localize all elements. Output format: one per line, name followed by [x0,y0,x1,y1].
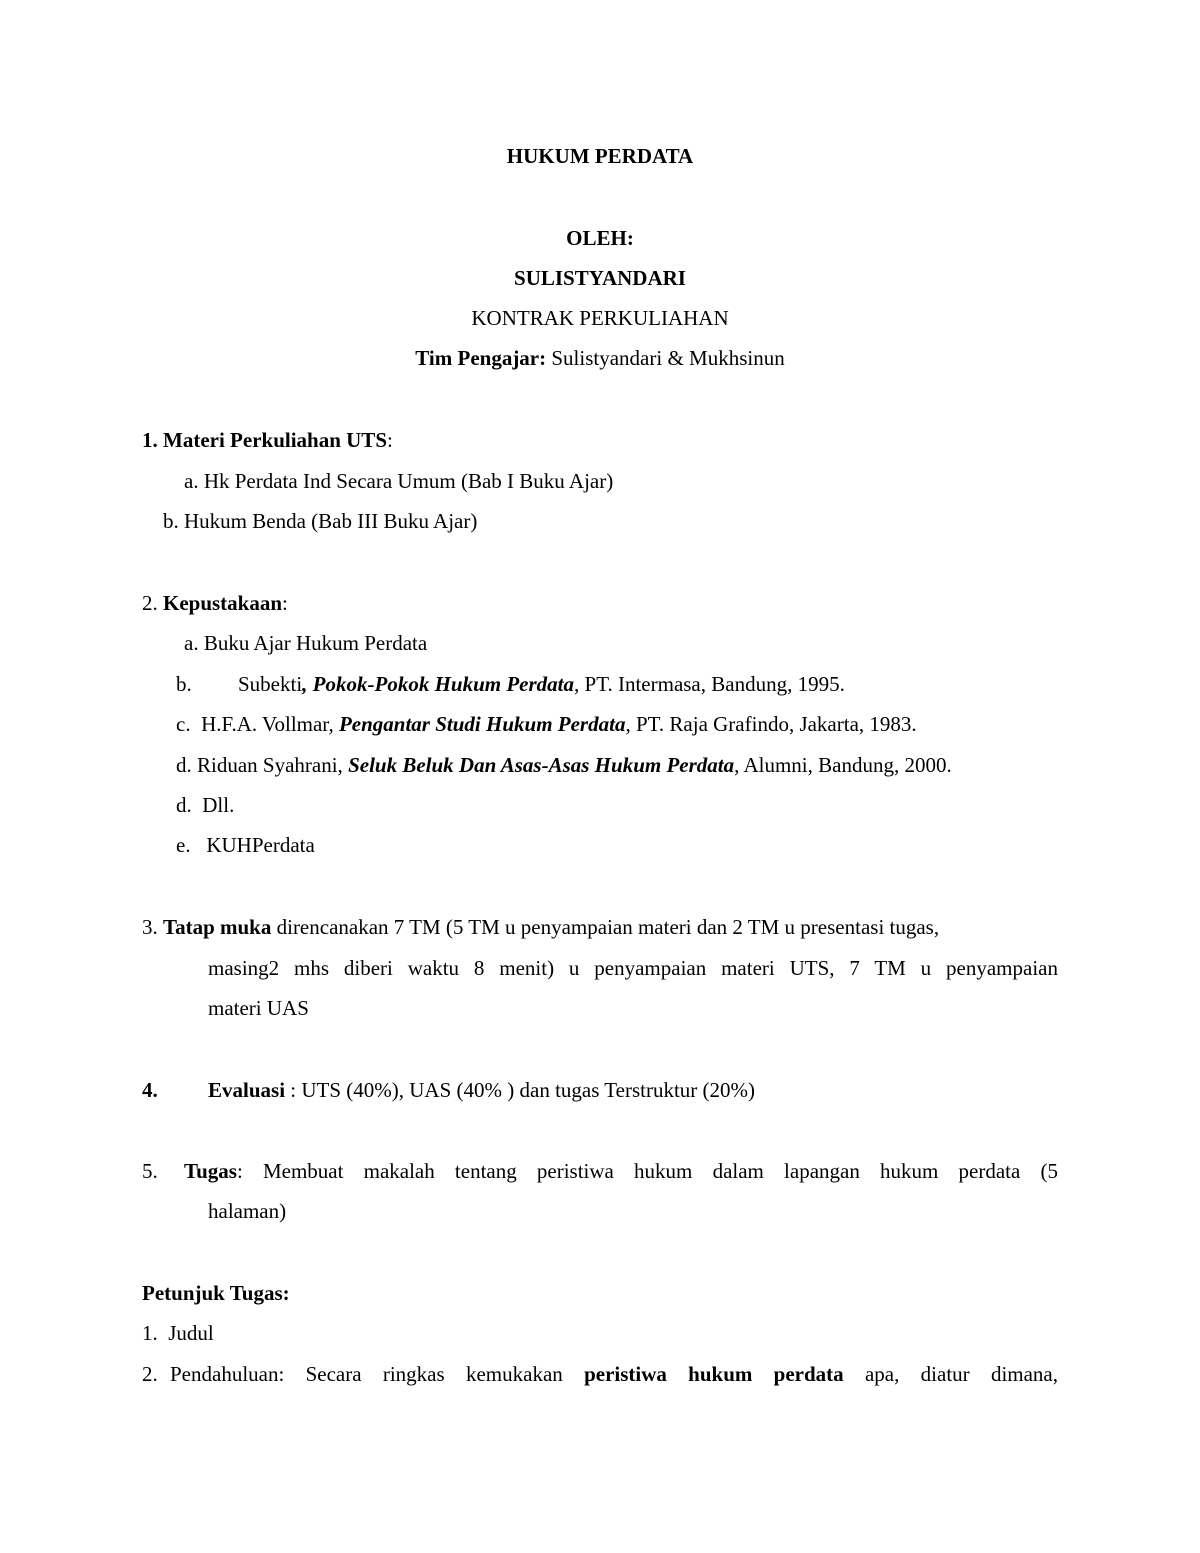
reference-c-title: Pengantar Studi Hukum Perdata [338,712,626,736]
author-name: SULISTYANDARI [514,266,686,290]
document-title: HUKUM PERDATA [506,144,694,168]
section5-line1 [184,1161,1058,1182]
team-names: Sulistyandari & Mukhsinun [551,346,785,370]
reference-e-text: KUHPerdata [206,833,315,857]
team-label: Tim Pengajar: [415,346,547,370]
section3-line3: materi UAS [208,996,309,1020]
section1-title: Materi Perkuliahan UTS [163,428,387,452]
instruction-2 [170,1364,1058,1385]
instruction-1-text: Judul [168,1321,214,1345]
reference-b [176,674,192,695]
section3-text1: direncanakan 7 TM (5 TM u penyampaian materi dan 2 TM u presentasi tugas, [276,915,940,939]
section5-line2: halaman) [208,1199,287,1223]
by-label: OLEH: [566,226,634,250]
section4-text: : UTS (40%), UAS (40% ) dan tugas Terstruktur (20%) [290,1078,756,1102]
reference-b-author: Subekti [238,672,303,696]
reference-b-title: , Pokok-Pokok Hukum Perdata [302,672,575,696]
section2-number: 2. [142,591,158,615]
section3-title: Tatap muka [163,915,272,939]
reference-d-dll [176,795,234,816]
reference-d-dll-letter: d. [176,793,192,817]
document-subtitle [0,308,1200,329]
section4-title: Evaluasi [208,1078,286,1102]
reference-b-letter: b. [176,672,192,696]
teaching-team [0,348,1200,369]
section3-line2: masing2 mhs diberi waktu 8 menit) u penyampaian materi UTS, 7 TM u penyampaian [208,956,1058,980]
reference-c-author: H.F.A. Vollmar, [201,712,334,736]
instruction-2-tail: apa, diatur dimana, [864,1362,1059,1386]
section4-number: 4. [142,1078,158,1102]
section2-colon: : [282,591,288,615]
section1-number: 1. [142,428,158,452]
instruction-1 [142,1323,214,1344]
reference-a: a. Buku Ajar Hukum Perdata [184,631,428,655]
instruction-2-number: 2. [142,1362,158,1386]
section2-title: Kepustakaan [163,591,283,615]
instruction-2-lead: Pendahuluan: Secara ringkas kemukakan [170,1362,563,1386]
reference-c [176,714,917,735]
section1-colon: : [387,428,393,452]
subtitle-text: KONTRAK PERKULIAHAN [471,306,729,330]
reference-e-letter: e. [176,833,191,857]
reference-d-dll-text: Dll. [202,793,235,817]
reference-b-text [238,674,845,695]
section1-heading [142,430,393,451]
instructions-heading: Petunjuk Tugas: [142,1281,290,1305]
reference-b-rest: , PT. Intermasa, Bandung, 1995. [574,672,845,696]
section1-item-b: b. Hukum Benda (Bab III Buku Ajar) [163,509,478,533]
section5-number: 5. [142,1159,158,1183]
instruction-1-number: 1. [142,1321,158,1345]
section3-number: 3. [142,915,158,939]
reference-e [176,835,315,856]
section5-text1: : Membuat makalah tentang peristiwa hukum dalam lapangan hukum perdata (5 [236,1159,1058,1183]
reference-c-letter: c. [176,712,191,736]
section4-content [208,1080,755,1101]
section3-line1 [142,917,1058,938]
section2-heading [142,593,288,614]
instruction-2-bold: peristiwa hukum perdata [584,1362,844,1386]
reference-d-prefix: d. Riduan Syahrani, [176,753,343,777]
section5-title: Tugas [184,1159,237,1183]
reference-c-rest: , PT. Raja Grafindo, Jakarta, 1983. [625,712,917,736]
reference-d [176,755,952,776]
reference-d-rest: , Alumni, Bandung, 2000. [734,753,952,777]
section1-item-a: a. Hk Perdata Ind Secara Umum (Bab I Buku Ajar) [184,469,614,493]
reference-d-title: Seluk Beluk Dan Asas-Asas Hukum Perdata [348,753,735,777]
